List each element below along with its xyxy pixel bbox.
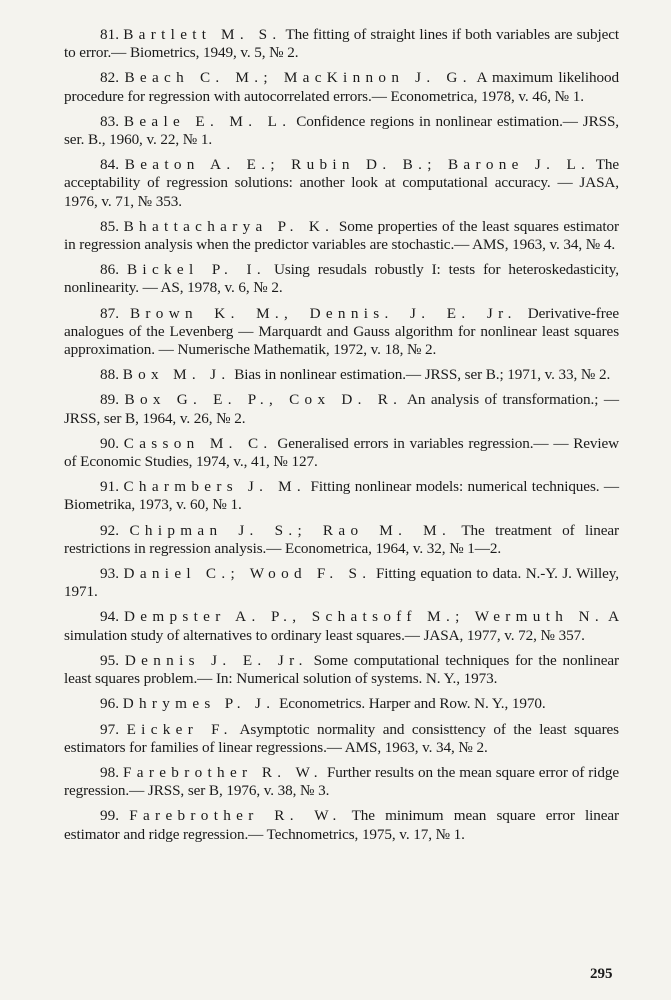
reference-entry — [64, 435, 619, 471]
reference-entry — [64, 522, 619, 558]
reference-number: 91. — [100, 478, 119, 496]
reference-number: 81. — [100, 26, 119, 43]
reference-authors: Bartlett M. S. — [123, 26, 282, 43]
reference-number: 90. — [100, 434, 119, 452]
reference-number: 99. — [100, 807, 119, 825]
reference-text: A maximum likelihood procedure for regression with autocorrelated errors.— Econometrica, 1978, v. 46, № 1. — [64, 69, 619, 105]
reference-number: 83. — [100, 112, 119, 130]
reference-entry — [64, 391, 619, 427]
reference-number: 97. — [100, 720, 119, 738]
reference-entry — [64, 807, 619, 843]
reference-authors: Daniel C.; Wood F. S. — [123, 565, 372, 583]
reference-authors: Box G. E. P., Cox D. R. — [124, 391, 403, 409]
reference-authors: Beale E. M. L. — [123, 112, 292, 130]
reference-number: 86. — [100, 261, 119, 279]
reference-number: 85. — [100, 217, 119, 235]
reference-entry — [64, 764, 619, 800]
reference-authors: Beaton A. E.; Rubin D. B.; Barone J. L. — [124, 156, 591, 174]
reference-number: 88. — [100, 366, 119, 384]
reference-number: 93. — [100, 565, 119, 583]
reference-text: Fitting nonlinear models: numerical techniques. — Biometrika, 1973, v. 60, № 1. — [64, 478, 619, 514]
reference-authors: Farebrother R. W. — [129, 807, 342, 825]
reference-number: 84. — [100, 156, 119, 174]
reference-text: Further results on the mean square error of ridge regression.— JRSS, ser B, 1976, v. 38, № 3. — [64, 763, 620, 800]
reference-number: 82. — [100, 69, 119, 87]
reference-number: 95. — [100, 651, 119, 669]
reference-authors: Brown K. M., Dennis. J. E. Jr. — [129, 304, 517, 322]
reference-entry — [64, 721, 619, 757]
page-number: 295 — [590, 966, 613, 982]
reference-authors: Chipman J. S.; Rao M. M. — [129, 521, 452, 539]
reference-entry — [64, 478, 619, 514]
reference-text: Some properties of the least squares estimator in regression analysis when the predictor variables are stochastic.— AMS, 1963, v. 34, № 4. — [64, 217, 619, 254]
reference-text: An analysis of transformation.; — JRSS, ser B, 1964, v. 26, № 2. — [64, 391, 619, 427]
reference-text: Derivative-free analogues of the Levenberg — Marquardt and Gauss algorithm for nonlinear least squares approximation. — Numerische Mathematik, 1972, v. 18, № 2. — [64, 304, 619, 359]
bibliography-list — [64, 26, 619, 851]
reference-entry — [64, 156, 619, 211]
reference-text: The treatment of linear restrictions in regression analysis.— Econometrica, 1964, v. 32, № 1—2. — [64, 521, 619, 557]
reference-number: 87. — [100, 304, 119, 322]
reference-text: Bias in nonlinear estimation.— JRSS, ser B.; 1971, v. 33, № 2. — [230, 366, 611, 384]
reference-text: Fitting equation to data. N.-Y. J. Willey, 1971. — [64, 565, 619, 601]
reference-authors: Dhrymes P. J. — [122, 695, 276, 713]
reference-entry — [64, 26, 619, 62]
reference-authors: Eicker F. — [126, 720, 233, 738]
reference-entry — [64, 652, 619, 688]
reference-number: 94. — [100, 608, 119, 626]
reference-authors: Charmbers J. M. — [123, 478, 307, 496]
reference-number: 89. — [100, 391, 119, 409]
reference-number: 98. — [100, 763, 119, 781]
reference-number: 96. — [100, 695, 119, 713]
reference-entry — [64, 608, 619, 644]
reference-authors: Dennis J. E. Jr. — [124, 651, 308, 669]
reference-text: Generalised errors in variables regression.— — Review of Economic Studies, 1974, v., 41, № 127. — [64, 434, 619, 471]
reference-authors: Dempster A. P., Schatsoff M.; Wermuth N. — [124, 608, 604, 626]
reference-text: A simulation study of alternatives to ordinary least squares.— JASA, 1977, v. 72, № 357. — [64, 608, 619, 644]
reference-entry — [64, 565, 619, 601]
reference-text: The minimum mean square error linear estimator and ridge regression.— Technometrics, 1975, v. 17, № 1. — [64, 807, 620, 843]
reference-entry — [64, 113, 619, 149]
reference-text: Using resudals robustly I: tests for heteroskedasticity, nonlinearity. — AS, 1978, v. 6, № 2. — [64, 261, 619, 297]
reference-text: Confidence regions in nonlinear estimation.— JRSS, ser. B., 1960, v. 22, № 1. — [64, 112, 619, 149]
reference-entry — [64, 366, 619, 384]
reference-entry — [64, 218, 619, 254]
reference-authors: Casson M. C. — [123, 434, 273, 452]
reference-entry — [64, 69, 619, 105]
reference-authors: Bhattacharya P. K. — [123, 217, 335, 235]
reference-entry — [64, 261, 619, 297]
reference-authors: Box M. J. — [122, 366, 231, 384]
reference-text: Asymptotic normality and consisttency of the least squares estimators for families of linear regressions.— AMS, 1963, v. 34, № 2. — [64, 720, 619, 756]
reference-authors: Farebrother R. W. — [123, 763, 323, 781]
reference-authors: Beach C. M.; MacKinnon J. G. — [124, 69, 472, 87]
reference-text: Some computational techniques for the nonlinear least squares problem.— In: Numerical solution of systems. N. Y., 1973. — [64, 651, 619, 688]
reference-text: Econometrics. Harper and Row. N. Y., 1970. — [275, 695, 546, 713]
reference-text: The acceptability of regression solutions: another look at computational accuracy. — JASA, 1976, v. 71, № 353. — [64, 156, 620, 210]
reference-entry — [64, 695, 619, 713]
reference-entry — [64, 305, 619, 360]
reference-number: 92. — [100, 521, 119, 539]
reference-text: The fitting of straight lines if both variables are subject to error.— Biometrics, 1949, v. 5, № 2. — [64, 26, 619, 62]
reference-authors: Bickel P. I. — [126, 261, 266, 279]
